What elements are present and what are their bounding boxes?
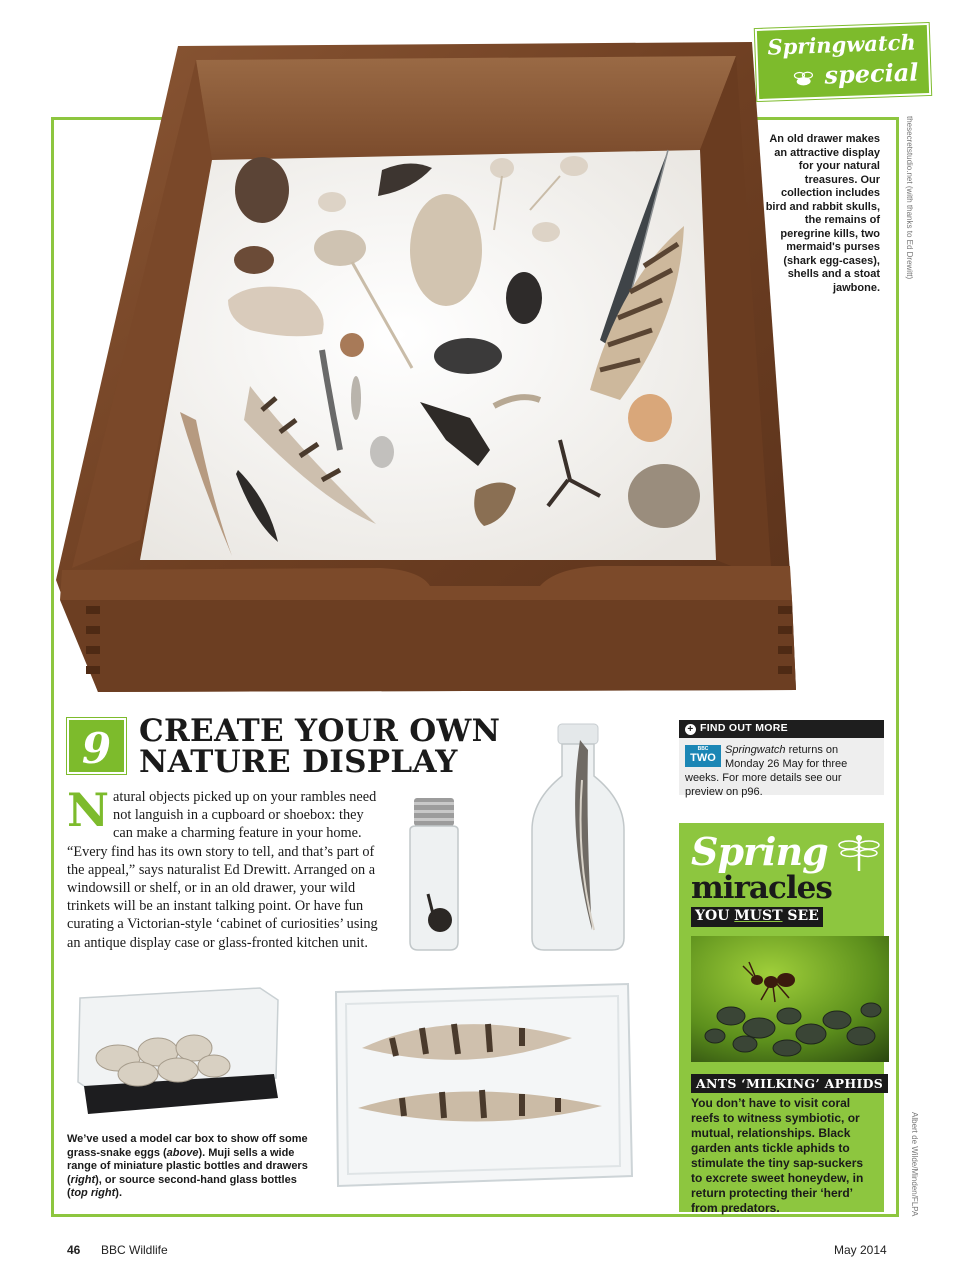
- find-out-more-label: FIND OUT MORE: [700, 722, 788, 734]
- snake-eggs-box-photo: [74, 978, 282, 1120]
- page-number: 46: [67, 1243, 81, 1257]
- ants-aphids-photo: [691, 936, 889, 1062]
- headline-line-2: NATURE DISPLAY: [139, 744, 458, 780]
- springwatch-special-badge: [755, 23, 931, 101]
- caption-part-c: ). Muji sells a wide range of miniature plastic bottles and drawers (: [67, 1146, 308, 1186]
- aphids-photo-credit: Albert de Wilde/Minden/FLPA: [910, 1112, 919, 1217]
- you-must-see-tag: [691, 907, 823, 927]
- caption-part-a: We’ve used a model car box to show off some grass-snake eggs (: [67, 1133, 308, 1159]
- headline-line-1: CREATE YOUR OWN: [139, 713, 501, 749]
- caption-top-right: top right: [70, 1187, 116, 1199]
- article-number: 9: [81, 724, 112, 773]
- article-body: [67, 783, 379, 952]
- photo-caption: [67, 1133, 317, 1201]
- caption-part-g: ).: [115, 1187, 123, 1199]
- caption-part-e: ), or source second-hand glass bottles (: [67, 1173, 297, 1199]
- tag-must: MUST: [734, 908, 783, 924]
- issue-date: May 2014: [834, 1243, 887, 1257]
- article-body-text: atural objects picked up on your rambles need not languish in a cupboard or shoebox: they can make a charming feature in your home. “Every find has its own story to tell, and that’s part of the appeal,” says naturalist Ed Drewitt. Arranged on a windowsill or shelf, or in an old drawer, your wild trinkets will be an instant talking point. Or have fun curating a Victorian-style ‘cabinet of curiosities’ using an antique display case or glass-fronted kitchen unit.: [67, 789, 378, 951]
- find-out-text: returns on Monday 26 May for three weeks. For more details see our preview on p96.: [685, 744, 848, 798]
- show-title: Springwatch: [725, 744, 786, 756]
- tag-see: SEE: [782, 908, 819, 924]
- find-out-more-body: [679, 738, 884, 799]
- hero-caption: An old drawer makes an attractive display for your natural treasures. Our collection includes bird and rabbit skulls, the remains of peregrine kills, two mermaid's purses (shark egg-cases), shells and a stoat jawbone.: [765, 133, 880, 294]
- ants-body: You don’t have to visit coral reefs to witness symbiotic, or mutual, relationships. Black garden ants tickle aphids to stimulate the tiny sap-suckers to excrete sweet honeydew, in return protecting their ‘herd’ from predators.: [691, 1096, 864, 1215]
- bbc-logo-text: BBC: [697, 746, 709, 752]
- glass-bottle-photo: [528, 720, 628, 954]
- hero-photo-credit: thesecretstudio.net (with thanks to Ed Drewitt): [905, 116, 914, 280]
- find-out-more-box: [679, 720, 884, 798]
- miracles-title: miracles: [691, 870, 832, 906]
- badge-line-special: special: [823, 57, 919, 90]
- bee-icon: [788, 67, 819, 92]
- ants-heading: ANTS ‘MILKING’ APHIDS: [691, 1074, 888, 1093]
- acrylic-drawer-photo: [332, 976, 636, 1198]
- two-logo-text: TWO: [690, 752, 716, 764]
- caption-right: right: [70, 1173, 96, 1186]
- article-number-box: [67, 718, 126, 774]
- small-jar-photo: [404, 796, 470, 954]
- bbc-two-logo: [685, 745, 721, 767]
- magazine-name: BBC Wildlife: [101, 1243, 168, 1257]
- find-out-more-heading: [679, 720, 884, 738]
- spring-miracles-panel: [679, 823, 884, 1215]
- spring-title: Spring: [691, 829, 828, 874]
- drop-cap: N: [67, 783, 110, 837]
- plus-icon: +: [685, 724, 696, 735]
- badge-line-springwatch: Springwatch: [766, 29, 917, 60]
- tag-you: YOU: [695, 908, 735, 924]
- article-headline: [139, 713, 501, 780]
- dragonfly-icon: [837, 831, 881, 875]
- caption-above: above: [166, 1146, 199, 1159]
